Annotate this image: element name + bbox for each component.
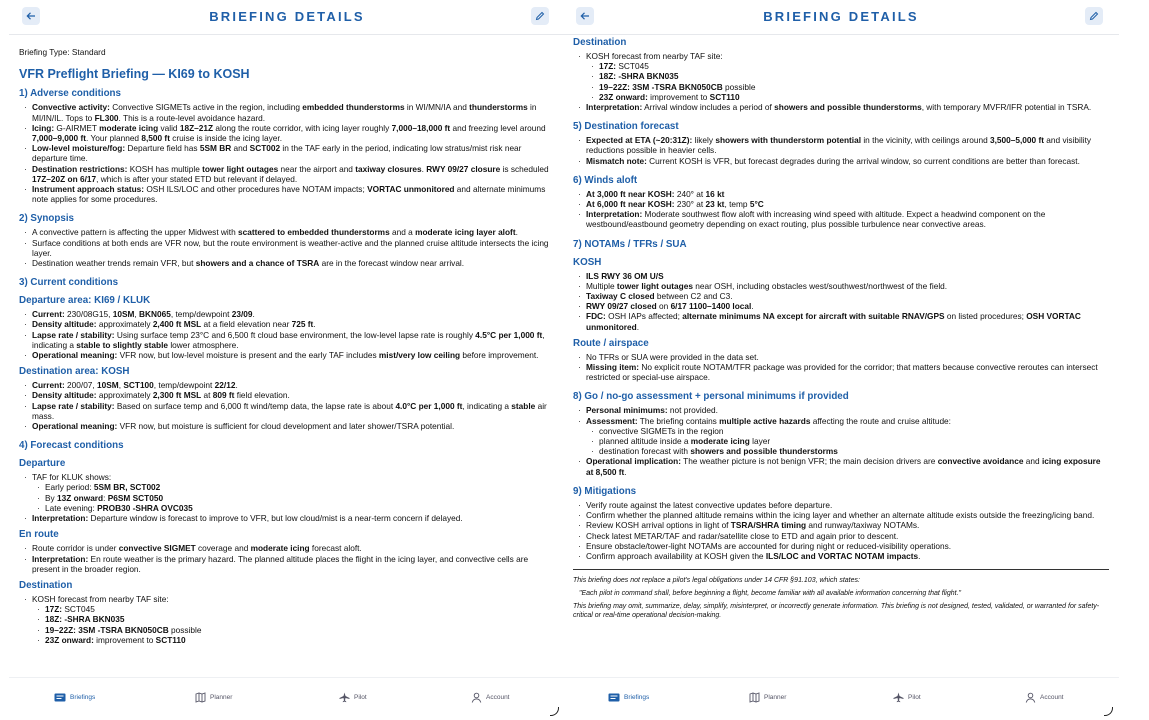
list-item: · 23Z onward: improvement to SCT110 bbox=[45, 635, 555, 645]
page-curl-icon bbox=[1104, 707, 1113, 716]
section-notams: 7) NOTAMs / TFRs / SUA bbox=[573, 238, 687, 250]
subsection-departure-area: Departure area: KI69 / KLUK bbox=[19, 295, 151, 307]
user-icon bbox=[471, 692, 482, 703]
list-item: · Missing item: No explicit route NOTAM/TFR package was provided for the corridor; that matters because convective reroutes can intersect restricted or special-use airspace. bbox=[586, 362, 1109, 382]
list-item: · Operational meaning: VFR now, but moisture is sufficient for cloud development and later shower/TSRA potential. bbox=[32, 421, 555, 431]
section-synopsis: 2) Synopsis bbox=[19, 213, 74, 225]
page-title: BRIEFING DETAILS bbox=[763, 9, 919, 24]
list-item: · Expected at ETA (~20:31Z): likely showers with thunderstorm potential in the vicinity, with ceilings around 3,500–5,000 ft and visibility reductions possible in heavier cells. bbox=[586, 135, 1109, 155]
list-item: · Density altitude: approximately 2,400 ft MSL at a field elevation near 725 ft. bbox=[32, 319, 555, 329]
list-item: · Interpretation: Moderate southwest flow aloft with increasing wind speed with altitude. Expect a headwind component on the westbound/eastbound geometry depending on exact routing, plus possible turbulence near convective areas. bbox=[586, 209, 1109, 229]
section-go-no-go: 8) Go / no-go assessment + personal minimums if provided bbox=[573, 391, 849, 403]
list-item: · Mismatch note: Current KOSH is VFR, but forecast degrades during the arrival window, so current conditions are better than forecast. bbox=[586, 156, 1109, 166]
list-item: · At 3,000 ft near KOSH: 240° at 16 kt bbox=[586, 189, 1109, 199]
list-item: · Review KOSH arrival options in light of TSRA/SHRA timing and runway/taxiway NOTAMs. bbox=[586, 520, 1109, 530]
list-item: · 18Z: -SHRA BKN035 bbox=[45, 614, 555, 624]
list-item: · planned altitude inside a moderate icing layer bbox=[599, 436, 1109, 446]
list-item: · Operational implication: The weather picture is not benign VFR; the main decision drivers are convective avoidance and icing exposure at 8,500 ft. bbox=[586, 456, 1109, 476]
list-item: · Destination restrictions: KOSH has multiple tower light outages near the airport and taxiway closures. RWY 09/27 closure is scheduled 17Z–20Z on 6/17, which is after your stated ETD but relevant if delayed. bbox=[32, 164, 555, 184]
destination-forecast-summary-list bbox=[573, 135, 1109, 166]
subsection-route-airspace: Route / airspace bbox=[573, 337, 649, 349]
list-item: · Interpretation: Departure window is forecast to improve to VFR, but low cloud/mist is a near-term concern if delayed. bbox=[32, 513, 555, 523]
list-item: · 17Z: SCT045 bbox=[599, 61, 1109, 71]
list-item: · Lapse rate / stability: Using surface temp 23°C and 6,500 ft cloud base environment, the low-level lapse rate is roughly 4.5°C per 1,000 ft, indicating a stable to slightly stable lower atmosphere. bbox=[32, 330, 555, 350]
edit-button[interactable] bbox=[531, 7, 549, 25]
briefings-icon bbox=[608, 693, 620, 702]
synopsis-list bbox=[19, 227, 555, 268]
subsection-en-route: En route bbox=[19, 529, 59, 541]
list-item: · 19–22Z: 3SM -TSRA BKN050CB possible bbox=[45, 625, 555, 635]
list-item: · At 6,000 ft near KOSH: 230° at 23 kt, temp 5°C bbox=[586, 199, 1109, 209]
tab-pilot[interactable] bbox=[339, 690, 367, 704]
section-adverse-conditions: 1) Adverse conditions bbox=[19, 88, 121, 100]
list-item: · Ensure obstacle/tower-light NOTAMs are accounted for during night or reduced-visibility operations. bbox=[586, 541, 1109, 551]
pencil-icon bbox=[535, 11, 545, 21]
list-item: · 19–22Z: 3SM -TSRA BKN050CB possible bbox=[599, 82, 1109, 92]
destination-forecast-list bbox=[19, 594, 555, 645]
list-item: · A convective pattern is affecting the upper Midwest with scattered to embedded thunderstorms and a moderate icing layer aloft. bbox=[32, 227, 555, 237]
list-item: · destination forecast with showers and possible thunderstorms bbox=[599, 446, 1109, 456]
list-item: · Personal minimums: not provided. bbox=[586, 405, 1109, 415]
subsection-departure: Departure bbox=[19, 458, 66, 470]
section-winds-aloft: 6) Winds aloft bbox=[573, 174, 638, 186]
user-icon bbox=[1025, 692, 1036, 703]
winds-aloft-list bbox=[573, 189, 1109, 230]
tab-bar bbox=[563, 677, 1119, 720]
tab-planner[interactable] bbox=[195, 690, 232, 704]
route-airspace-list bbox=[573, 352, 1109, 383]
page-curl-icon bbox=[550, 707, 559, 716]
enroute-forecast-list bbox=[19, 543, 555, 574]
tab-label: Pilot bbox=[354, 693, 367, 701]
header-bar bbox=[563, 0, 1119, 35]
section-current-conditions: 3) Current conditions bbox=[19, 277, 119, 289]
section-mitigations: 9) Mitigations bbox=[573, 485, 637, 497]
tab-account[interactable] bbox=[1025, 690, 1064, 704]
destination-current-list bbox=[19, 380, 555, 431]
tab-label: Planner bbox=[764, 693, 787, 701]
list-item: · KOSH forecast from nearby TAF site: · 17Z: SCT045 · 18Z: -SHRA BKN035 · 19–22Z: 3SM -TSRA BKN050CB possible · 23Z onward: improvement to SCT110 bbox=[32, 594, 555, 645]
list-item: · Current: 200/07, 10SM, SCT100, temp/dewpoint 22/12. bbox=[32, 380, 555, 390]
list-item: · Current: 230/08G15, 10SM, BKN065, temp/dewpoint 23/09. bbox=[32, 309, 555, 319]
briefing-type: Briefing Type: Standard bbox=[19, 47, 106, 57]
list-item: · Route corridor is under convective SIGMET coverage and moderate icing forecast aloft. bbox=[32, 543, 555, 553]
briefing-panel-left bbox=[9, 0, 565, 720]
list-item: · Instrument approach status: OSH ILS/LOC and other procedures have NOTAM impacts; VORTAC unmonitored and alternate minimums note applies for some procedures. bbox=[32, 184, 555, 204]
list-item: · Early period: 5SM BR, SCT002 bbox=[45, 482, 555, 492]
list-item: · Confirm whether the planned altitude remains within the icing layer and whether an alternate altitude exists outside the freezing/icing band. bbox=[586, 510, 1109, 520]
tab-label: Briefings bbox=[70, 693, 96, 701]
tab-label: Planner bbox=[210, 693, 233, 701]
mitigations-list bbox=[573, 500, 1109, 561]
list-item: · Icing: G-AIRMET moderate icing valid 18Z–21Z along the route corridor, with icing layer roughly 7,000–18,000 ft and freezing level around 7,000–9,000 ft. Your planned 8,500 ft cruise is inside the icing layer. bbox=[32, 123, 555, 143]
section-destination-forecast: 5) Destination forecast bbox=[573, 121, 679, 133]
adverse-conditions-list bbox=[19, 102, 555, 204]
disclaimer-text: This briefing does not replace a pilot's legal obligations under 14 CFR §91.103, which states: bbox=[573, 577, 860, 585]
tab-label: Account bbox=[486, 693, 510, 701]
briefing-content bbox=[563, 35, 1119, 678]
map-icon bbox=[195, 692, 206, 703]
tab-label: Briefings bbox=[624, 693, 650, 701]
list-item: · Interpretation: En route weather is the primary hazard. The planned altitude places the flight in the icing layer, and convective cells are present in the broader region. bbox=[32, 554, 555, 574]
kosh-notam-list bbox=[573, 271, 1109, 332]
tab-briefings[interactable] bbox=[608, 690, 649, 704]
list-item: · Taxiway C closed between C2 and C3. bbox=[586, 291, 1109, 301]
list-item: · No TFRs or SUA were provided in the data set. bbox=[586, 352, 1109, 362]
list-item: · convective SIGMETs in the region bbox=[599, 426, 1109, 436]
subsection-destination-area: Destination area: KOSH bbox=[19, 366, 130, 378]
list-item: · TAF for KLUK shows: · Early period: 5SM BR, SCT002 · By 13Z onward: P6SM SCT050 · Late evening: PROB30 -SHRA OVC035 bbox=[32, 472, 555, 513]
plane-icon bbox=[893, 692, 904, 703]
disclaimer bbox=[573, 569, 1109, 620]
list-item: · KOSH forecast from nearby TAF site: · 17Z: SCT045 · 18Z: -SHRA BKN035 · 19–22Z: 3SM -TSRA BKN050CB possible · 23Z onward: improvement to SCT110 bbox=[586, 51, 1109, 102]
list-item: · FDC: OSH IAPs affected; alternate minimums NA except for aircraft with suitable RNAV/GPS on listed procedures; OSH VORTAC unmonitored. bbox=[586, 311, 1109, 331]
disclaimer-text: This briefing may omit, summarize, delay, simplify, misinterpret, or incorrectly generate information. This briefing is not designed, tested, validated, or warranted for safety-critical or real-time operational decision-making. bbox=[573, 603, 1100, 620]
tab-account[interactable] bbox=[471, 690, 510, 704]
tab-bar bbox=[9, 677, 565, 720]
departure-current-list bbox=[19, 309, 555, 360]
tab-label: Account bbox=[1040, 693, 1064, 701]
subsection-kosh: KOSH bbox=[573, 256, 602, 268]
list-item: · Operational meaning: VFR now, but low-level moisture is present and the early TAF includes mist/very low ceiling before improvement. bbox=[32, 350, 555, 360]
departure-forecast-list bbox=[19, 472, 555, 523]
subsection-destination: Destination bbox=[573, 37, 627, 48]
list-item: · 17Z: SCT045 bbox=[45, 604, 555, 614]
list-item: · Destination weather trends remain VFR, but showers and a chance of TSRA are in the forecast window near arrival. bbox=[32, 258, 555, 268]
tab-label: Pilot bbox=[908, 693, 921, 701]
disclaimer-quote: "Each pilot in command shall, before beginning a flight, become familiar with all available information concerning that flight." bbox=[579, 590, 962, 598]
destination-forecast-list bbox=[573, 51, 1109, 112]
page-title: BRIEFING DETAILS bbox=[209, 9, 365, 24]
plane-icon bbox=[339, 692, 350, 703]
section-forecast-conditions: 4) Forecast conditions bbox=[19, 440, 124, 452]
list-item: · Late evening: PROB30 -SHRA OVC035 bbox=[45, 503, 555, 513]
list-item: · RWY 09/27 closed on 6/17 1100–1400 local. bbox=[586, 301, 1109, 311]
list-item: · Interpretation: Arrival window includes a period of showers and possible thunderstorms, with temporary MVFR/IFR potential in TSRA. bbox=[586, 102, 1109, 112]
list-item: · Confirm approach availability at KOSH given the ILS/LOC and VORTAC NOTAM impacts. bbox=[586, 551, 1109, 561]
header-bar bbox=[9, 0, 565, 35]
list-item: · Multiple tower light outages near OSH, including obstacles west/southwest/northwest of the field. bbox=[586, 281, 1109, 291]
list-item: · Low-level moisture/fog: Departure field has 5SM BR and SCT002 in the TAF early in the period, indicating low stratus/mist risk near departure time. bbox=[32, 143, 555, 163]
list-item: · Lapse rate / stability: Based on surface temp and 6,000 ft wind/temp data, the lapse rate is about 4.0°C per 1,000 ft, indicating a stable air mass. bbox=[32, 401, 555, 421]
list-item: · ILS RWY 36 OM U/S bbox=[586, 271, 1109, 281]
list-item: · Convective activity: Convective SIGMETs active in the region, including embedded thunderstorms in WI/MN/IA and thunderstorms in MI/IN/IL. Tops to FL300. This is a route-level avoidance hazard. bbox=[32, 102, 555, 122]
tab-pilot[interactable] bbox=[893, 690, 921, 704]
edit-button[interactable] bbox=[1085, 7, 1103, 25]
list-item: · By 13Z onward: P6SM SCT050 bbox=[45, 493, 555, 503]
list-item: · Assessment: The briefing contains multiple active hazards affecting the route and cruise altitude: · convective SIGMETs in the region · planned altitude inside a moderate icing layer · destination forecast with showers and possible thunderstorms bbox=[586, 416, 1109, 457]
list-item: · 23Z onward: improvement to SCT110 bbox=[599, 92, 1109, 102]
tab-briefings[interactable] bbox=[54, 690, 95, 704]
list-item: · 18Z: -SHRA BKN035 bbox=[599, 71, 1109, 81]
go-no-go-list bbox=[573, 405, 1109, 476]
briefing-title: VFR Preflight Briefing — KI69 to KOSH bbox=[19, 67, 250, 82]
briefing-panel-right bbox=[563, 0, 1119, 720]
map-icon bbox=[749, 692, 760, 703]
list-item: · Density altitude: approximately 2,300 ft MSL at 809 ft field elevation. bbox=[32, 390, 555, 400]
list-item: · Check latest METAR/TAF and radar/satellite close to ETD and again prior to descent. bbox=[586, 531, 1109, 541]
briefing-content bbox=[9, 35, 565, 678]
briefings-icon bbox=[54, 693, 66, 702]
pencil-icon bbox=[1089, 11, 1099, 21]
list-item: · Verify route against the latest convective updates before departure. bbox=[586, 500, 1109, 510]
tab-planner[interactable] bbox=[749, 690, 786, 704]
list-item: · Surface conditions at both ends are VFR now, but the route environment is weather-active and the planned cruise altitude intersects the icing layer. bbox=[32, 238, 555, 258]
subsection-destination: Destination bbox=[19, 579, 73, 591]
